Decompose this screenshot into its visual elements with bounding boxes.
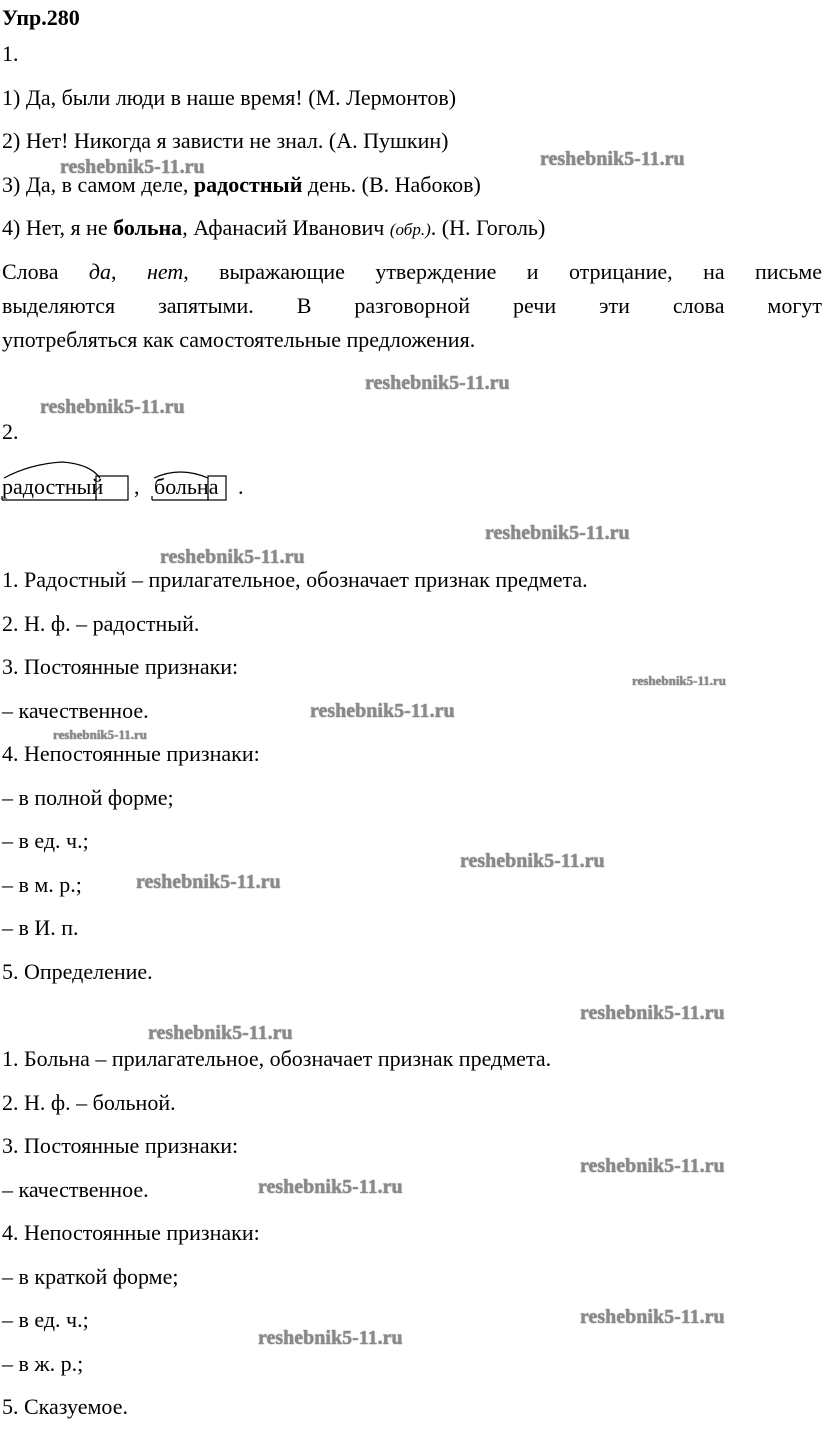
sentence-3: 3) Да, в самом деле, радостный день. (В. Набоков) bbox=[2, 172, 481, 197]
watermark: reshebnik5-11.ru bbox=[258, 1176, 403, 1198]
analysis1-line-6: – в полной форме; bbox=[2, 785, 174, 810]
analysis2-line-9: 5. Сказуемое. bbox=[2, 1394, 128, 1419]
part2-number: 2. bbox=[2, 419, 19, 444]
bold-word-radostny: радостный bbox=[193, 172, 303, 197]
watermark: reshebnik5-11.ru bbox=[580, 1306, 725, 1328]
watermark: reshebnik5-11.ru bbox=[460, 850, 605, 872]
analysis2-line-3: 3. Постоянные признаки: bbox=[2, 1133, 239, 1158]
sentence-1: 1) Да, были люди в наше время! (М. Лермонтов) bbox=[2, 85, 457, 110]
part1-number: 1. bbox=[2, 41, 19, 66]
watermark: reshebnik5-11.ru bbox=[136, 871, 281, 893]
analysis2-line-1: 1. Больна – прилагательное, обозначает признак предмета. bbox=[2, 1046, 552, 1071]
bold-word-bolna: больна bbox=[113, 215, 183, 240]
analysis1-line-4: – качественное. bbox=[2, 698, 149, 723]
word-radostny: радостный bbox=[2, 474, 104, 499]
watermark: reshebnik5-11.ru bbox=[258, 1327, 403, 1349]
end-dot: . bbox=[238, 474, 244, 499]
analysis2-line-6: – в краткой форме; bbox=[2, 1264, 179, 1289]
watermark: reshebnik5-11.ru bbox=[632, 673, 727, 688]
analysis2-line-2: 2. Н. ф. – больной. bbox=[2, 1090, 176, 1115]
watermark: reshebnik5-11.ru bbox=[60, 156, 205, 178]
watermark: reshebnik5-11.ru bbox=[580, 1155, 725, 1177]
exercise-title: Упр.280 bbox=[2, 5, 80, 30]
watermark: reshebnik5-11.ru bbox=[160, 546, 305, 568]
watermark: reshebnik5-11.ru bbox=[148, 1022, 293, 1044]
note-abbr: (обр.) bbox=[389, 220, 431, 239]
watermark: reshebnik5-11.ru bbox=[40, 396, 185, 418]
analysis1-line-7: – в ед. ч.; bbox=[2, 828, 89, 853]
analysis1-line-10: 5. Определение. bbox=[2, 959, 153, 984]
analysis1-line-5: 4. Непостоянные признаки: bbox=[2, 741, 260, 766]
analysis1-line-3: 3. Постоянные признаки: bbox=[2, 654, 239, 679]
analysis1-line-2: 2. Н. ф. – радостный. bbox=[2, 611, 200, 636]
analysis1-line-1: 1. Радостный – прилагательное, обозначает признак предмета. bbox=[2, 567, 588, 592]
analysis1-line-8: – в м. р.; bbox=[2, 872, 82, 897]
watermark: reshebnik5-11.ru bbox=[540, 148, 685, 170]
analysis2-line-7: – в ед. ч.; bbox=[2, 1307, 89, 1332]
analysis1-line-9: – в И. п. bbox=[2, 915, 79, 940]
watermark: reshebnik5-11.ru bbox=[485, 522, 630, 544]
watermark: reshebnik5-11.ru bbox=[310, 700, 455, 722]
analysis2-line-8: – в ж. р.; bbox=[2, 1351, 84, 1376]
rule-paragraph: Слова да, нет, выражающие утверждение и отрицание, на письме выделяются запятыми. В разговорной речи эти слова могут употребляться как самостоятельные предложения. bbox=[2, 259, 823, 352]
analysis2-line-4: – качественное. bbox=[2, 1177, 149, 1202]
word-bolna: больна bbox=[154, 474, 219, 499]
watermark: reshebnik5-11.ru bbox=[53, 727, 148, 742]
separator-comma: , bbox=[134, 474, 140, 499]
sentence-2: 2) Нет! Никогда я зависти не знал. (А. Пушкин) bbox=[2, 128, 449, 153]
sentence-4: 4) Нет, я не больна, Афанасий Иванович (обр.). (Н. Гоголь) bbox=[2, 215, 546, 240]
analysis2-line-5: 4. Непостоянные признаки: bbox=[2, 1220, 260, 1245]
watermark: reshebnik5-11.ru bbox=[580, 1002, 725, 1024]
watermark: reshebnik5-11.ru bbox=[365, 372, 510, 394]
